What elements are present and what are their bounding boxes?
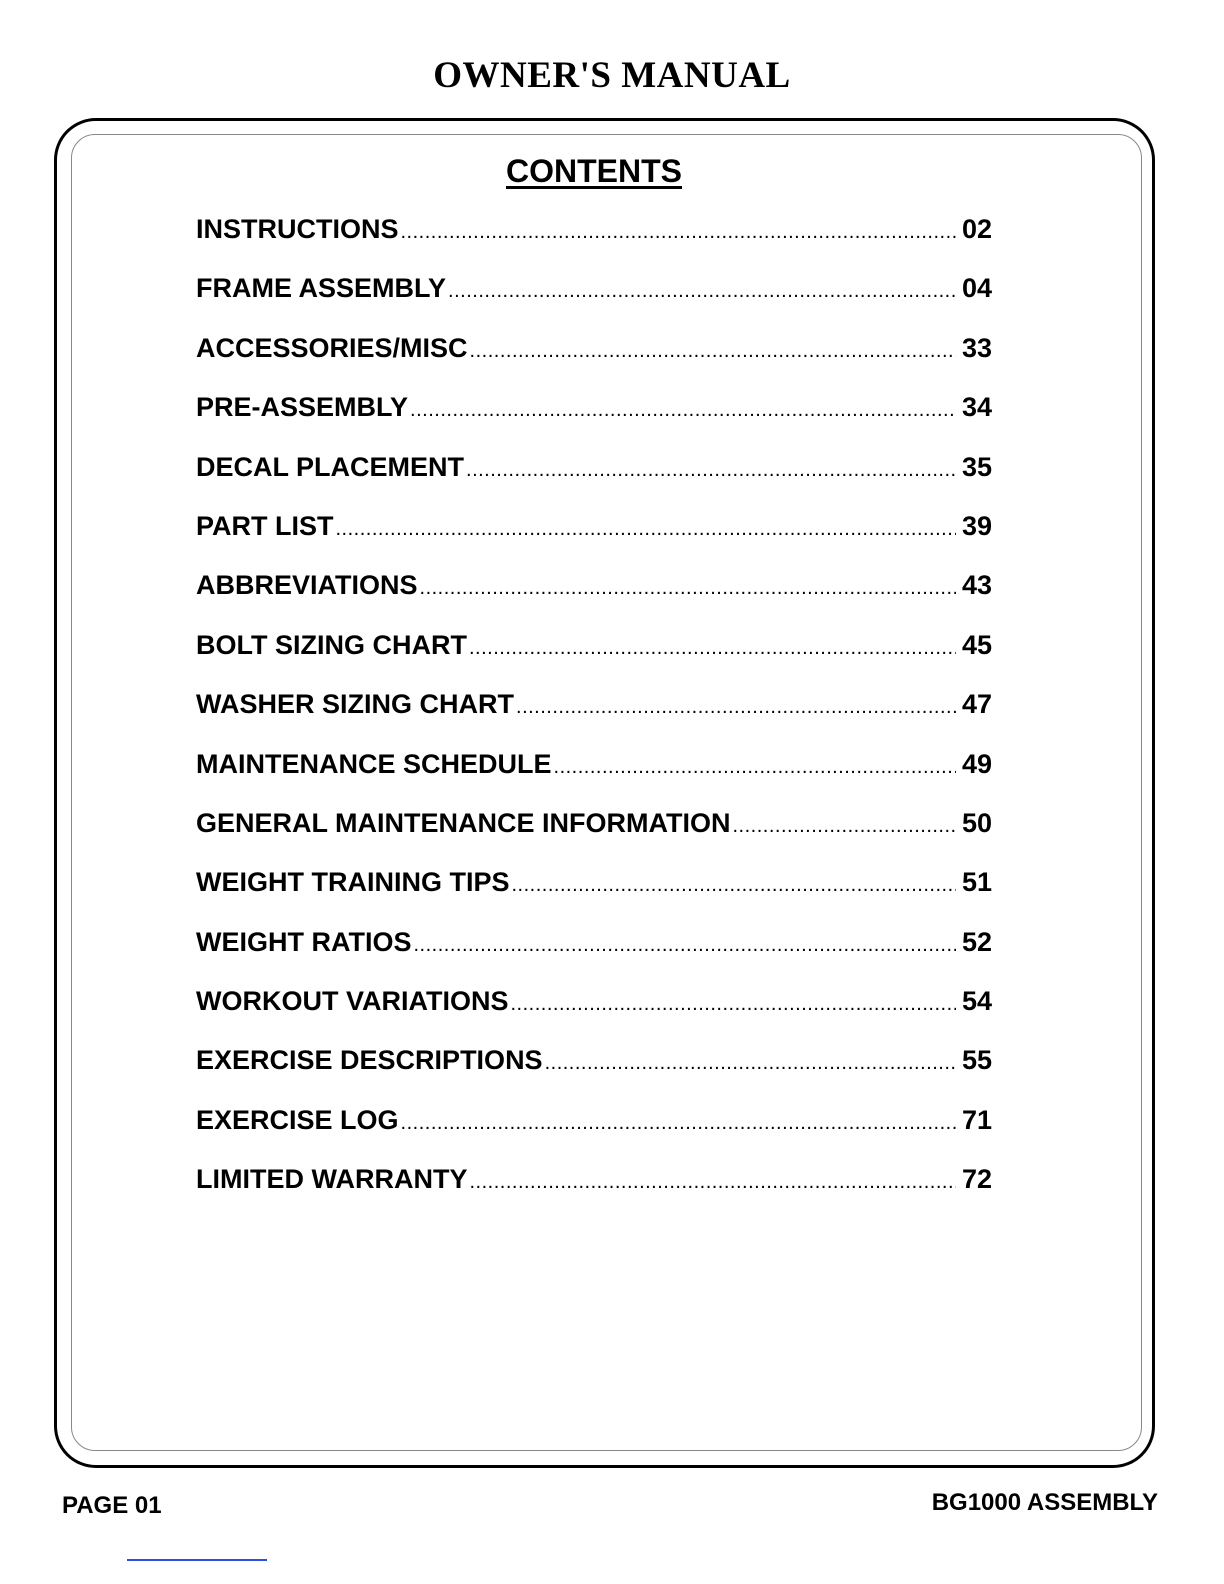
toc-entry-part-list: [196, 511, 1000, 570]
toc-entry-exercise-descriptions: [196, 1045, 1000, 1104]
toc-entry-accessories-misc: [196, 333, 1000, 392]
toc-entry-page-number: 47: [962, 689, 993, 720]
toc-entry-label: PRE-ASSEMBLY: [196, 392, 409, 423]
toc-entry-label: WEIGHT RATIOS: [196, 926, 412, 957]
toc-entry-instructions: [196, 214, 1000, 273]
toc-entry-label: LIMITED WARRANTY: [196, 1164, 468, 1195]
toc-entry-label: ACCESSORIES/MISC: [196, 332, 468, 363]
toc-dot-leader: [516, 696, 956, 719]
toc-dot-leader: [448, 280, 956, 303]
toc-entry-maintenance-schedule: [196, 749, 1000, 808]
toc-entry-exercise-log: [196, 1105, 1000, 1164]
toc-dot-leader: [470, 340, 956, 363]
toc-dot-leader: [554, 756, 956, 779]
toc-entry-page-number: 34: [962, 392, 993, 423]
toc-entry-label: BOLT SIZING CHART: [196, 629, 467, 660]
toc-dot-leader: [469, 1171, 956, 1194]
toc-entry-page-number: 43: [962, 570, 993, 601]
toc-dot-leader: [469, 637, 956, 660]
toc-entry-washer-sizing-chart: [196, 689, 1000, 748]
toc-dot-leader: [420, 577, 956, 600]
footer-rule-line: [127, 1559, 267, 1561]
toc-dot-leader: [510, 993, 956, 1016]
toc-dot-leader: [466, 459, 956, 482]
toc-entry-pre-assembly: [196, 392, 1000, 451]
toc-dot-leader: [401, 1112, 956, 1135]
document-title: OWNER'S MANUAL: [433, 55, 791, 96]
toc-entry-decal-placement: [196, 452, 1000, 511]
toc-entry-frame-assembly: [196, 273, 1000, 332]
toc-dot-leader: [336, 518, 957, 541]
toc-entry-general-maintenance-information: [196, 808, 1000, 867]
toc-entry-label: GENERAL MAINTENANCE INFORMATION: [196, 807, 731, 838]
toc-entry-page-number: 55: [962, 1045, 993, 1076]
toc-entry-page-number: 33: [962, 332, 993, 363]
toc-entry-weight-training-tips: [196, 867, 1000, 926]
toc-entry-page-number: 51: [962, 867, 993, 898]
toc-entry-label: DECAL PLACEMENT: [196, 451, 465, 482]
toc-entry-label: INSTRUCTIONS: [196, 214, 399, 244]
toc-dot-leader: [733, 815, 957, 838]
toc-entry-label: WASHER SIZING CHART: [196, 689, 515, 720]
toc-entry-label: EXERCISE DESCRIPTIONS: [196, 1045, 543, 1076]
toc-entry-label: PART LIST: [196, 510, 334, 541]
toc-entry-page-number: 04: [962, 273, 993, 304]
toc-entry-label: FRAME ASSEMBLY: [196, 273, 447, 304]
toc-dot-leader: [401, 221, 957, 244]
toc-entry-page-number: 52: [962, 926, 993, 957]
toc-entry-page-number: 50: [962, 807, 993, 838]
table-of-contents: [196, 214, 1000, 1224]
footer-model-label: BG1000 ASSEMBLY: [931, 1489, 1158, 1516]
toc-entry-bolt-sizing-chart: [196, 630, 1000, 689]
toc-entry-page-number: 45: [962, 629, 993, 660]
toc-entry-label: MAINTENANCE SCHEDULE: [196, 748, 552, 779]
toc-entry-page-number: 35: [962, 451, 993, 482]
toc-dot-leader: [512, 874, 957, 897]
toc-entry-page-number: 54: [962, 986, 993, 1017]
toc-entry-workout-variations: [196, 986, 1000, 1045]
toc-entry-weight-ratios: [196, 927, 1000, 986]
toc-entry-label: WEIGHT TRAINING TIPS: [196, 867, 510, 898]
toc-entry-label: EXERCISE LOG: [196, 1104, 399, 1135]
toc-entry-page-number: 49: [962, 748, 993, 779]
contents-heading: CONTENTS: [506, 153, 682, 189]
toc-entry-limited-warranty: [196, 1164, 1000, 1223]
toc-entry-page-number: 71: [962, 1104, 993, 1135]
toc-dot-leader: [545, 1052, 956, 1075]
toc-entry-page-number: 39: [962, 510, 993, 541]
toc-dot-leader: [410, 399, 956, 422]
footer-page-number: PAGE 01: [62, 1492, 162, 1519]
toc-dot-leader: [414, 934, 957, 957]
toc-entry-label: ABBREVIATIONS: [196, 570, 418, 601]
toc-entry-page-number: 72: [962, 1164, 993, 1195]
toc-entry-label: WORKOUT VARIATIONS: [196, 986, 509, 1017]
toc-entry-page-number: 02: [962, 214, 993, 244]
toc-entry-abbreviations: [196, 570, 1000, 629]
